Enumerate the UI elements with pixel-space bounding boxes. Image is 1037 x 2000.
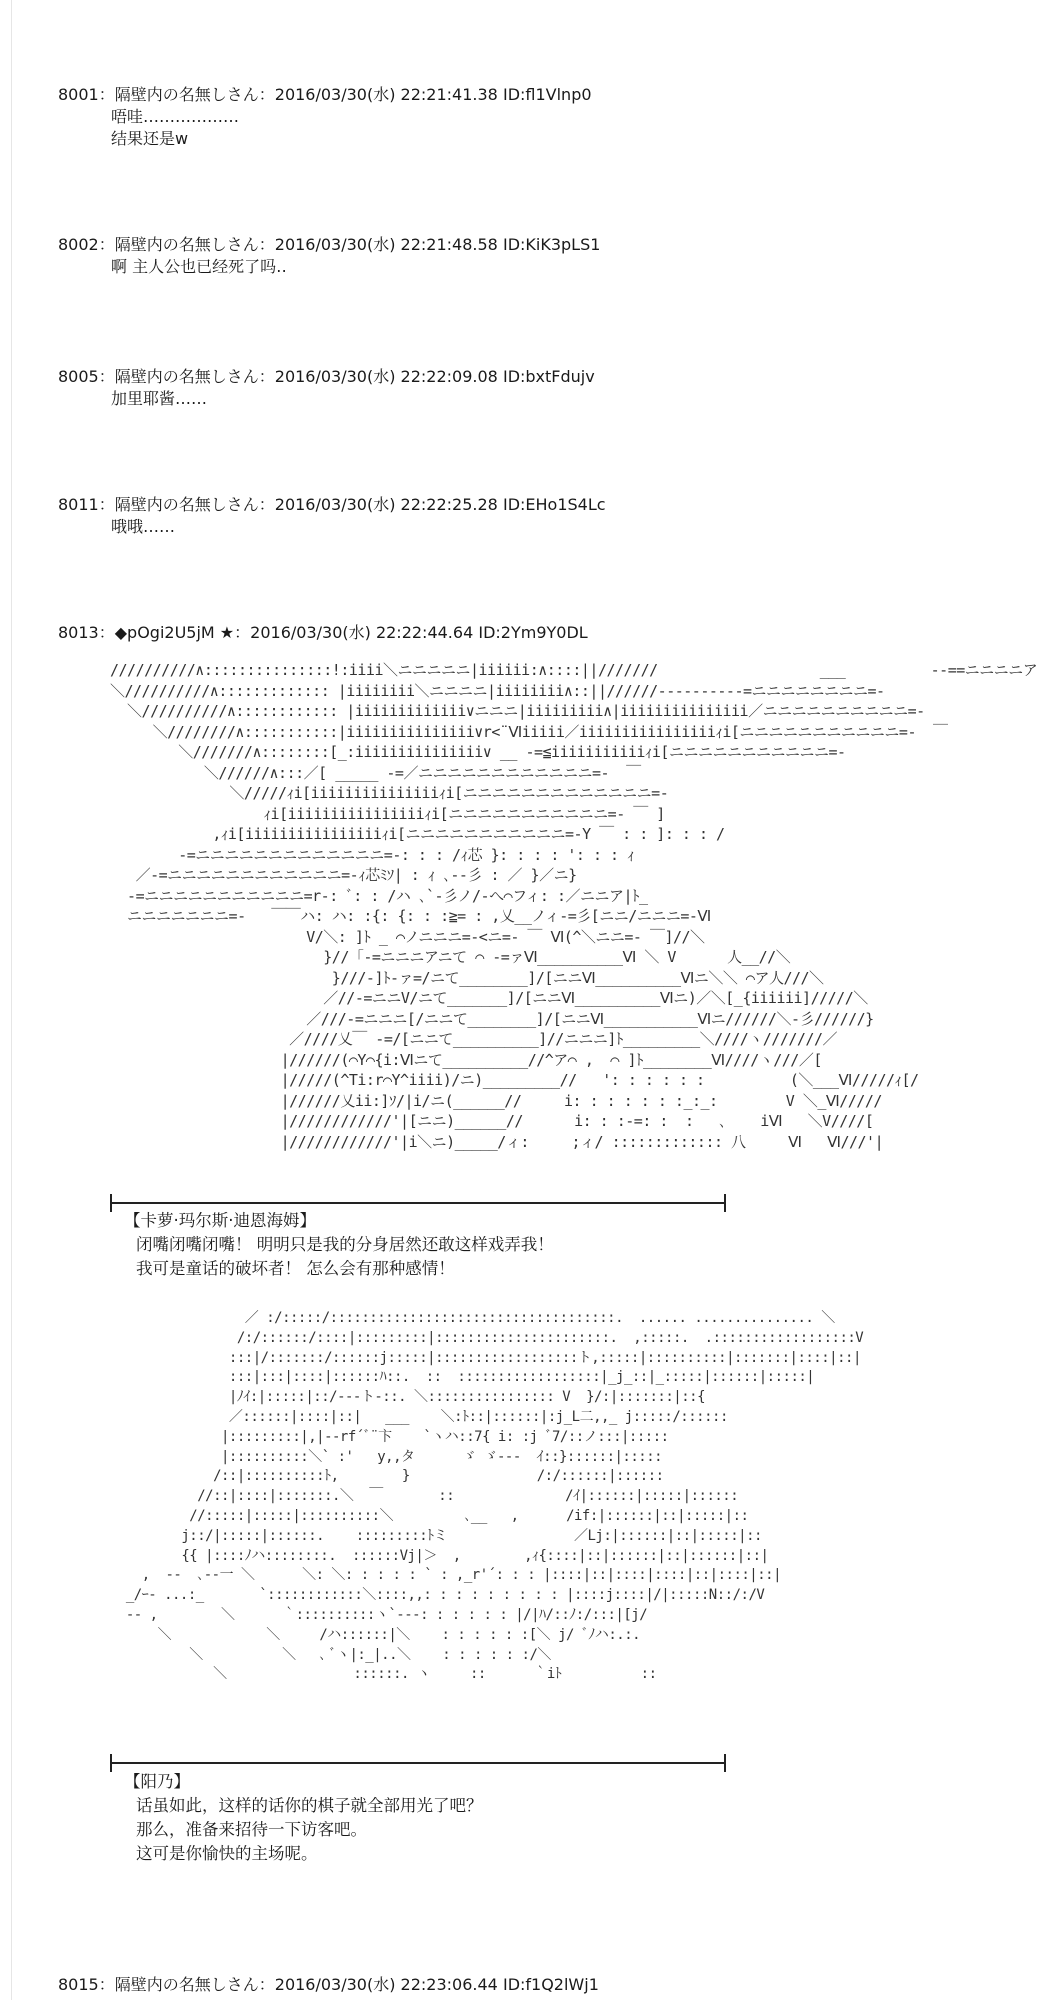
post-separator: ：	[98, 367, 115, 386]
post-datetime: 2016/03/30(水) 22:22:25.28	[274, 495, 498, 514]
post-separator: ：	[98, 235, 115, 254]
post-header: 8011：隔壁内の名無しさん：2016/03/30(水) 22:22:25.28 ID:EHo1S4Lc	[58, 495, 606, 514]
dialogue-line: 话虽如此，这样的话你的棋子就全部用光了吧？	[136, 1796, 483, 1815]
post-8005	[58, 366, 595, 410]
post-body	[111, 106, 592, 150]
post-8015	[58, 1974, 599, 1996]
post-number: 8001	[58, 85, 99, 104]
poster-name: 隔壁内の名無しさん	[114, 495, 259, 514]
post-id: ID:KiK3pLS1	[502, 235, 601, 254]
page-left-border	[11, 0, 12, 2000]
post-line: 结果还是w	[111, 129, 189, 148]
post-number: 8013	[58, 623, 99, 642]
post-8001	[58, 84, 592, 150]
post-8011	[58, 494, 606, 538]
post-body	[111, 388, 595, 410]
speaker-name: 【卡萝·玛尔斯·迪恩海姆】	[124, 1211, 316, 1230]
post-separator: ：	[98, 495, 115, 514]
post-separator: ：	[98, 85, 115, 104]
poster-name: ◆pOgi2U5jM ★	[114, 623, 235, 642]
post-header: 8013：◆pOgi2U5jM ★：2016/03/30(水) 22:22:44.64 ID:2Ym9Y0DL	[58, 623, 588, 642]
dialogue-haruno	[124, 1770, 483, 1866]
post-datetime: 2016/03/30(水) 22:22:44.64	[250, 623, 474, 642]
divider-cap-right	[724, 1754, 726, 1772]
post-body	[111, 516, 606, 538]
post-separator: ：	[98, 1975, 115, 1994]
post-id: ID:f1Q2lWj1	[502, 1975, 599, 1994]
post-header: 8015：隔壁内の名無しさん：2016/03/30(水) 22:23:06.44 ID:f1Q2lWj1	[58, 1975, 599, 1994]
post-line: 啊 主人公也已经死了吗‥	[111, 257, 287, 276]
post-datetime: 2016/03/30(水) 22:23:06.44	[274, 1975, 498, 1994]
post-header: 8005：隔壁内の名無しさん：2016/03/30(水) 22:22:09.08 ID:bxtFdujv	[58, 367, 595, 386]
poster-name: 隔壁内の名無しさん	[114, 367, 259, 386]
post-8013	[58, 622, 588, 644]
dialogue-line: 这可是你愉快的主场呢。	[136, 1844, 318, 1863]
post-datetime: 2016/03/30(水) 22:21:41.38	[274, 85, 498, 104]
post-datetime: 2016/03/30(水) 22:21:48.58	[274, 235, 498, 254]
poster-name: 隔壁内の名無しさん	[114, 85, 259, 104]
post-separator: ：	[98, 623, 115, 642]
post-id: ID:fl1Vlnp0	[502, 85, 592, 104]
post-number: 8011	[58, 495, 99, 514]
post-header: 8002：隔壁内の名無しさん：2016/03/30(水) 22:21:48.58 ID:KiK3pLS1	[58, 235, 601, 254]
divider-cap-right	[724, 1194, 726, 1212]
divider-line	[110, 1202, 726, 1204]
ascii-art-haruno: ／ :/:::::/::::::::::::::::::::::::::::::::::::. ...... ............... ＼ /:/::::::/::::|:::::::::|::::::::::::::::::::::. ,:::::. .::::::::::::::::::V :::|/:::::::/::::::j:::::|::::::::::::::::::ト,:::::|::::::::::|:::::::|::::|::| :::|:::|::::|::::::ﾊ::. :: ::::::::::::::::::|_j_::|_:::::|::::::|:::::| |ﾉｲ:|:::::|::/---ト-::. ＼:::::::::::::::: V }/:|:::::::|::{ ／::::::|::::|::| ___ ＼:ﾄ::|::::::|:j_L二,,_ j:::::/:::::: |:::::::::|,|--rf´ﾞ¨卞 `ヽハ::7{ i: :j ﾞ7/::ノ:::|::::: |::::::::::＼` :' y,,タ ゞ ゞ--‐ ｲ::}::::::|::::: /::|::::::::::ﾄ, } /:/::::::|:::::: //::|::::|:::::::.＼ ￣ :: /ｲ|::::::|:::::|:::::: //:::::|:::::|::::::::::＼ ､__ , /if:|::::::|::|:::::|:: j::/|:::::|::::::. :::::::::ﾄミ ／Lj:|::::::|::|:::::|:: {{ |::::ﾉハ::::::::. ::::::Vj|＞ , ,ｨ{::::|::|::::::|::|::::::|::| , -- ､‐-一 ＼ ＼: ＼: : : : : ` : ,_r'´: : : |::::|::|::::|::::|::|::::|::| _/ｰ- ...:_ `::::::::::::＼::::,,: : : : : : : : : |::::j::::|/|:::::N::/:/V -- , ＼ ｀::::::::::ヽ`---: : : : : : |/|ﾊ/::ﾉ:/:::|[j/ ＼ ＼ /ハ::::::|＼ : : : : : :[＼ j/ ﾞﾉハ:.:. ＼ ＼ ､ ﾞヽ|:_|..＼ : : : : : :/＼ ＼ ::::::. ヽ :: ｀iﾄ ::	[125, 1310, 864, 1683]
divider-cap-left	[110, 1194, 112, 1212]
divider-cap-left	[110, 1754, 112, 1772]
post-number: 8005	[58, 367, 99, 386]
post-id: ID:2Ym9Y0DL	[478, 623, 588, 642]
post-line: 哦哦……	[111, 517, 176, 536]
post-body	[111, 256, 600, 278]
speaker-name: 【阳乃】	[124, 1772, 190, 1791]
post-id: ID:bxtFdujv	[502, 367, 595, 386]
post-datetime: 2016/03/30(水) 22:22:09.08	[274, 367, 498, 386]
post-line: 加里耶酱……	[111, 389, 208, 408]
post-8002	[58, 234, 600, 278]
poster-name: 隔壁内の名無しさん	[114, 1975, 259, 1994]
ascii-art-carol: //////////∧:::::::::::::::!:iiii＼ニニニニニ|iiiiii:∧::::||/////// ___ --==ニニニニア ＼//////////∧::::::::::::: |iiiiiiii＼ニニニニ|iiiiiiii∧::||//////----------=ニニニニニニニニ=- ＼//////////∧:::::::::::: |iiiiiiiiiiiii∨ニニニ|iiiiiiiii∧|iiiiiiiiiiiiiii／ニニニニニニニニニニ=- ＼////////∧:::::::::::|iiiiiiiiiiiiiii∨r<¨Ⅵiiiii／iiiiiiiiiiiiiiiiｨi[ニニニニニニニニニニニ=- ￣ ＼///////∧::::::::[_:iiiiiiiiiiiiiii∨ __ -=≦iiiiiiiiiiiｨi[ニニニニニニニニニニニ=- ＼//////∧:::／[ _____ -=／ニニニニニニニニニニニニ=- ￣ ＼/////ｨi[iiiiiiiiiiiiiiiｨi[ニニニニニニニニニニニニニ=- ｨi[iiiiiiiiiiiiiiiiｨi[ニニニニニニニニニニニ=- ￣ ] ,ｨi[iiiiiiiiiiiiiiiiｨi[ニニニニニニニニニニニ=-Y ￣ : : ]: : : / -=ニニニニニニニニニニニニニ=-: : : /ｨ芯 }: : : : ': : : ｨ ／-=ニニニニニニニニニニニニ=-ｨ芯ﾐｿ| : ｨ ､--彡 : ／ }／ニ} -=ニニニニニニニニニニニ=r-: ﾞ: : /ハ ､`-彡ノ/-へ⌒フィ: :／ニニア|ﾄ_ ニニニニニニニ=- ￣￣ハ: ハ: :{: {: : :≧= : ,乂__ノィ-=彡[ニニ/ニニニ=-Ⅵ V/＼: ]ﾄ _ ⌒ノニニニ=-<ニ=- ￣ Ⅵ(^＼ニニ=- ￣]//＼ }//「-=ニニニアニて ⌒ -=ァⅥ__________Ⅵ ＼ V 人__//＼ }///-]ﾄ-ァ=/ニて________]/[ニニⅥ__________Ⅵニ＼＼ ⌒ア人///＼ ／//-=ニニV/ニて_______]/[ニニⅥ__________Ⅵニ)／＼[_{iiiiii]/////＼ ／///-=ニニニ[/ニニて________]/[ニニⅥ___________Ⅵニ//////＼-彡//////} ／////乂￣ -=/[ニニて__________]//ニニニ]ﾄ_________＼////ヽ///////／ |//////(⌒Y⌒{i:Ⅵニて__________//^ア⌒ , ⌒ ]ﾄ________Ⅵ////ヽ///／[ |/////(^Ti:r⌒Y^iiii)/ニ)_________// ': : : : : : (＼___Ⅵ/////ｨ[/ |//////乂ii:]ｿ/|i/ニ(______// i: : : : : : :_:_: V ＼_Ⅵ///// |////////////'|[ニニ)______// i: : :-=: : : ､ iⅥ ＼V////[ |////////////'|i＼ニ)_____/ィ: ;ィ/ ::::::::::::: 八 Ⅵ Ⅵ///'|	[110, 661, 1037, 1151]
post-line: 唔哇………………	[111, 107, 240, 126]
dialogue-line: 闭嘴闭嘴闭嘴！ 明明只是我的分身居然还敢这样戏弄我！	[136, 1235, 554, 1254]
post-number: 8015	[58, 1975, 99, 1994]
divider-line	[110, 1762, 726, 1764]
poster-name: 隔壁内の名無しさん	[114, 235, 259, 254]
dialogue-carol	[124, 1209, 554, 1281]
dialogue-line: 我可是童话的破坏者！ 怎么会有那种感情！	[136, 1259, 455, 1278]
dialogue-line: 那么，准备来招待一下访客吧。	[136, 1820, 367, 1839]
post-header: 8001：隔壁内の名無しさん：2016/03/30(水) 22:21:41.38 ID:fl1Vlnp0	[58, 85, 592, 104]
post-number: 8002	[58, 235, 99, 254]
post-id: ID:EHo1S4Lc	[502, 495, 606, 514]
